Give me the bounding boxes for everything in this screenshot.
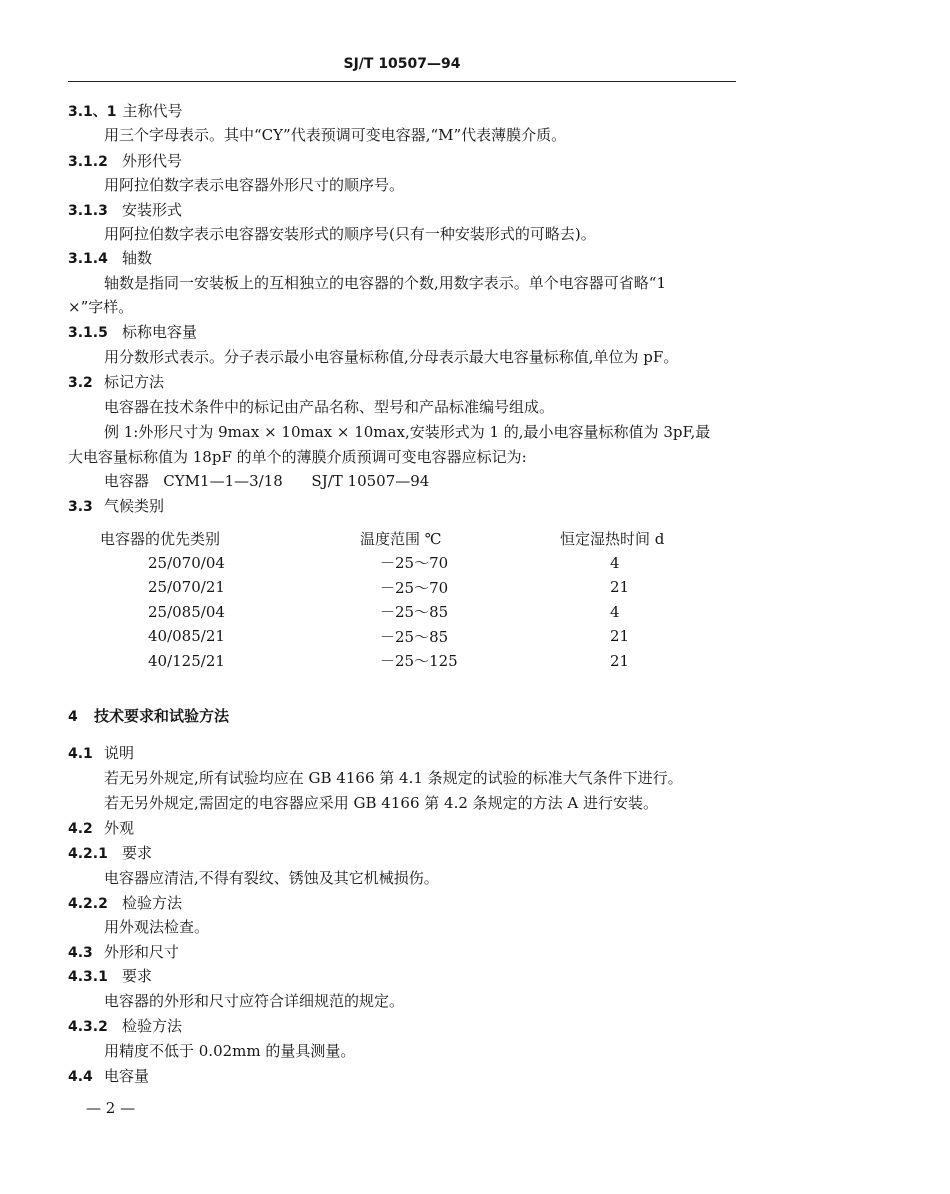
- section-title: 要求: [122, 844, 153, 862]
- humidity-days-cell: 21: [610, 627, 630, 646]
- section-3-1-5-heading: [68, 322, 197, 343]
- paragraph: 用精度不低于 0.02mm 的量具测量。: [104, 1042, 356, 1060]
- temperature-cell: －25～125: [380, 652, 458, 671]
- section-title: 标记方法: [104, 373, 165, 391]
- section-3-3-heading: [68, 496, 164, 517]
- example-continuation: 大电容量标称值为 18pF 的单个的薄膜介质预调可变电容器应标记为:: [68, 448, 527, 466]
- section-number: 4.4: [68, 1069, 93, 1085]
- marking-example: 电容器 CYM1—1—3/18 SJ/T 10507—94: [104, 472, 430, 490]
- paragraph-continuation: ×”字样。: [68, 298, 134, 316]
- section-3-2-heading: [68, 372, 164, 393]
- humidity-days-cell: 21: [610, 651, 630, 670]
- section-3-1-3-heading: [68, 200, 182, 221]
- paragraph: 若无另外规定,所有试验均应在 GB 4166 第 4.1 条规定的试验的标准大气条件下进行。: [104, 769, 683, 787]
- section-number: 4.2.2: [68, 896, 108, 912]
- paragraph: 用阿拉伯数字表示电容器安装形式的顺序号(只有一种安装形式的可略去)。: [104, 225, 596, 243]
- section-number: 4.2.1: [68, 846, 108, 862]
- section-3-1-4-heading: [68, 248, 152, 269]
- section-4-3-heading: [68, 942, 179, 963]
- section-4-3-1-heading: [68, 966, 152, 987]
- section-title: 外形代号: [122, 152, 183, 170]
- temperature-cell: －25～85: [380, 603, 449, 622]
- section-4-1-heading: [68, 743, 134, 764]
- paragraph: 电容器的外形和尺寸应符合详细规范的规定。: [104, 992, 405, 1010]
- section-4-2-2-heading: [68, 893, 182, 914]
- table-row: [100, 575, 720, 600]
- paragraph: 用三个字母表示。其中“CY”代表预调可变电容器,“M”代表薄膜介质。: [104, 126, 567, 144]
- section-number: 3.1、1: [68, 104, 117, 120]
- section-number: 3.3: [68, 499, 93, 515]
- climate-category-table: [100, 526, 720, 673]
- section-4-2-heading: [68, 818, 134, 839]
- section-number: 4.2: [68, 821, 93, 837]
- section-number: 3.1.3: [68, 203, 108, 219]
- temperature-cell: －25～70: [380, 554, 449, 573]
- page-number: — 2 —: [86, 1099, 136, 1117]
- section-title: 技术要求和试验方法: [94, 707, 230, 725]
- paragraph: 用阿拉伯数字表示电容器外形尺寸的顺序号。: [104, 176, 405, 194]
- category-cell: 40/125/21: [148, 651, 225, 670]
- temperature-cell: －25～85: [380, 627, 449, 646]
- category-cell: 25/070/21: [148, 578, 225, 597]
- table-row: [100, 649, 720, 674]
- category-cell: 40/085/21: [148, 627, 225, 646]
- category-cell: 25/085/04: [148, 602, 225, 621]
- column-header: 电容器的优先类别: [100, 529, 221, 548]
- humidity-days-cell: 4: [610, 602, 620, 621]
- section-number: 3.1.2: [68, 154, 108, 170]
- section-4-2-1-heading: [68, 843, 152, 864]
- table-row: [100, 600, 720, 625]
- section-3-1-2-heading: [68, 151, 182, 172]
- humidity-days-cell: 4: [610, 553, 620, 572]
- section-title: 要求: [122, 967, 153, 985]
- section-title: 说明: [104, 744, 135, 762]
- table-row: [100, 624, 720, 649]
- column-header: 温度范围 ℃: [360, 529, 442, 548]
- column-header: 恒定湿热时间 d: [560, 529, 665, 548]
- section-title: 电容量: [104, 1067, 150, 1085]
- section-title: 检验方法: [122, 894, 183, 912]
- section-title: 外形和尺寸: [104, 943, 180, 961]
- category-cell: 25/070/04: [148, 553, 225, 572]
- paragraph: 电容器在技术条件中的标记由产品名称、型号和产品标准编号组成。: [104, 398, 555, 416]
- section-title: 标称电容量: [122, 323, 198, 341]
- section-number: 3.1.5: [68, 325, 108, 341]
- section-number: 4.3.1: [68, 969, 108, 985]
- section-title: 安装形式: [122, 201, 183, 219]
- section-3-1-1-heading: [68, 101, 183, 122]
- section-number: 3.1.4: [68, 251, 108, 267]
- paragraph: 轴数是指同一安装板上的互相独立的电容器的个数,用数字表示。单个电容器可省略“1: [104, 274, 666, 292]
- section-number: 3.2: [68, 375, 93, 391]
- section-title: 检验方法: [122, 1017, 183, 1035]
- section-4-3-2-heading: [68, 1016, 182, 1037]
- table-header-row: [100, 526, 720, 551]
- section-number: 4.1: [68, 746, 93, 762]
- section-number: 4.3.2: [68, 1019, 108, 1035]
- section-4-heading: [68, 706, 229, 727]
- section-number: 4.3: [68, 945, 93, 961]
- paragraph: 若无另外规定,需固定的电容器应采用 GB 4166 第 4.2 条规定的方法 A 进行安装。: [104, 794, 659, 812]
- header-rule: [68, 81, 736, 82]
- section-title: 轴数: [122, 249, 153, 267]
- section-number: 4: [68, 709, 78, 725]
- temperature-cell: －25～70: [380, 578, 449, 597]
- example-paragraph: 例 1:外形尺寸为 9max × 10max × 10max,安装形式为 1 的,最小电容量标称值为 3pF,最: [104, 423, 711, 441]
- humidity-days-cell: 21: [610, 578, 630, 597]
- paragraph: 用外观法检查。: [104, 918, 210, 936]
- paragraph: 电容器应清洁,不得有裂纹、锈蚀及其它机械损伤。: [104, 869, 439, 887]
- section-title: 主称代号: [122, 102, 183, 120]
- paragraph: 用分数形式表示。分子表示最小电容量标称值,分母表示最大电容量标称值,单位为 pF。: [104, 348, 679, 366]
- section-title: 气候类别: [104, 497, 165, 515]
- table-row: [100, 551, 720, 576]
- section-4-4-heading: [68, 1066, 149, 1087]
- standard-header: SJ/T 10507—94: [343, 56, 461, 72]
- section-title: 外观: [104, 819, 135, 837]
